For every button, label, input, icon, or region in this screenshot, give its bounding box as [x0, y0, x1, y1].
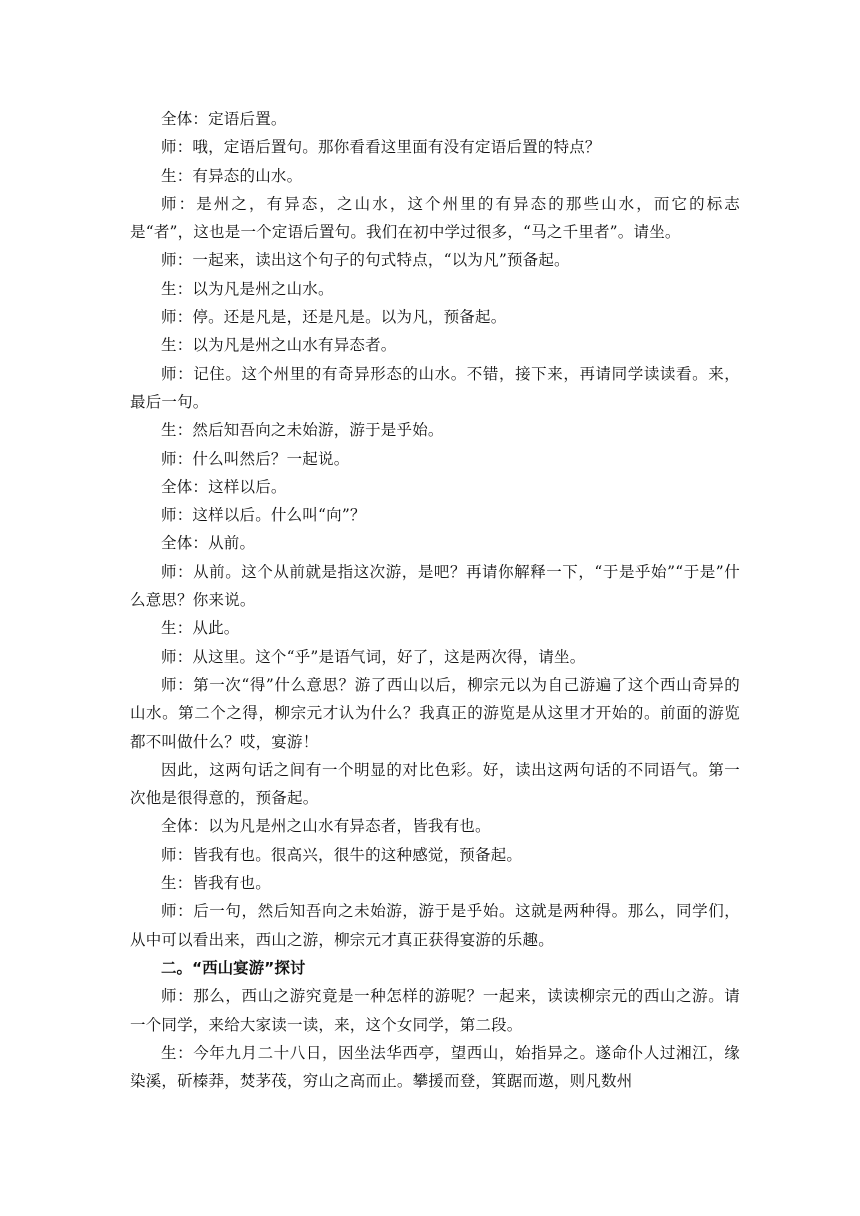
paragraph: 生：皆我有也。 [161, 874, 271, 893]
paragraph: 师：第一次“得”什么意思？游了西山以后，柳宗元以为自己游遍了这个西山奇异的山水。第二个之得，柳宗元才认为什么？我真正的游览是从这里才开始的。前面的游览都不叫做什么？哎，宴游！ [130, 675, 740, 751]
paragraph: 师：从这里。这个“乎”是语气词，好了，这是两次得，请坐。 [161, 647, 586, 666]
paragraph: 师：这样以后。什么叫“向”？ [161, 506, 366, 525]
paragraph: 因此，这两句话之间有一个明显的对比色彩。好，读出这两句话的不同语气。第一次他是很得意的，预备起。 [130, 760, 740, 808]
paragraph: 师：皆我有也。很高兴，很牛的这种感觉，预备起。 [161, 845, 523, 864]
section-heading: 二。“西山宴游”探讨 [161, 958, 306, 977]
paragraph: 师：后一句，然后知吾向之未始游，游于是乎始。这就是两种得。那么，同学们，从中可以看出来，西山之游，柳宗元才真正获得宴游的乐趣。 [130, 902, 740, 949]
paragraph: 师：是州之，有异态，之山水，这个州里的有异态的那些山水，而它的标志是“者”，这也是一个定语后置句。我们在初中学过很多，“马之千里者”。请坐。 [130, 194, 740, 242]
paragraph: 生：有异态的山水。 [161, 166, 303, 185]
paragraph: 全体：从前。 [161, 534, 256, 553]
paragraph: 全体：定语后置。 [161, 110, 287, 128]
paragraph: 生：以为凡是州之山水有异态者。 [161, 336, 397, 355]
paragraph: 师：哦，定语后置句。那你看看这里面有没有定语后置的特点？ [161, 138, 601, 157]
paragraph: 生：从此。 [161, 619, 240, 638]
paragraph: 师：一起来，读出这个句子的句式特点，“以为凡”预备起。 [161, 251, 570, 270]
paragraph: 生：以为凡是州之山水。 [161, 279, 334, 298]
paragraph: 师：停。还是凡是，还是凡是。以为凡，预备起。 [161, 308, 507, 327]
paragraph: 生：今年九月二十八日，因坐法华西亭，望西山，始指异之。遂命仆人过湘江，缘染溪，斫榛莽，焚茅茷，穷山之高而止。攀援而登，箕踞而遨，则凡数州 [130, 1043, 740, 1091]
paragraph: 师：那么，西山之游究竟是一种怎样的游呢？一起来，读读柳宗元的西山之游。请一个同学，来给大家读一读，来，这个女同学，第二段。 [130, 987, 740, 1034]
paragraph: 师：从前。这个从前就是指这次游，是吧？再请你解释一下，“于是乎始”“于是”什么意思？你来说。 [130, 562, 740, 610]
document-body [130, 105, 740, 1095]
paragraph: 师：什么叫然后？一起说。 [161, 449, 350, 468]
paragraph: 生：然后知吾向之未始游，游于是乎始。 [161, 421, 444, 440]
paragraph: 全体：以为凡是州之山水有异态者，皆我有也。 [161, 817, 491, 836]
paragraph: 全体：这样以后。 [161, 477, 287, 496]
paragraph: 师：记住。这个州里的有奇异形态的山水。不错，接下来，再请同学读读看。来，最后一句。 [130, 364, 740, 411]
